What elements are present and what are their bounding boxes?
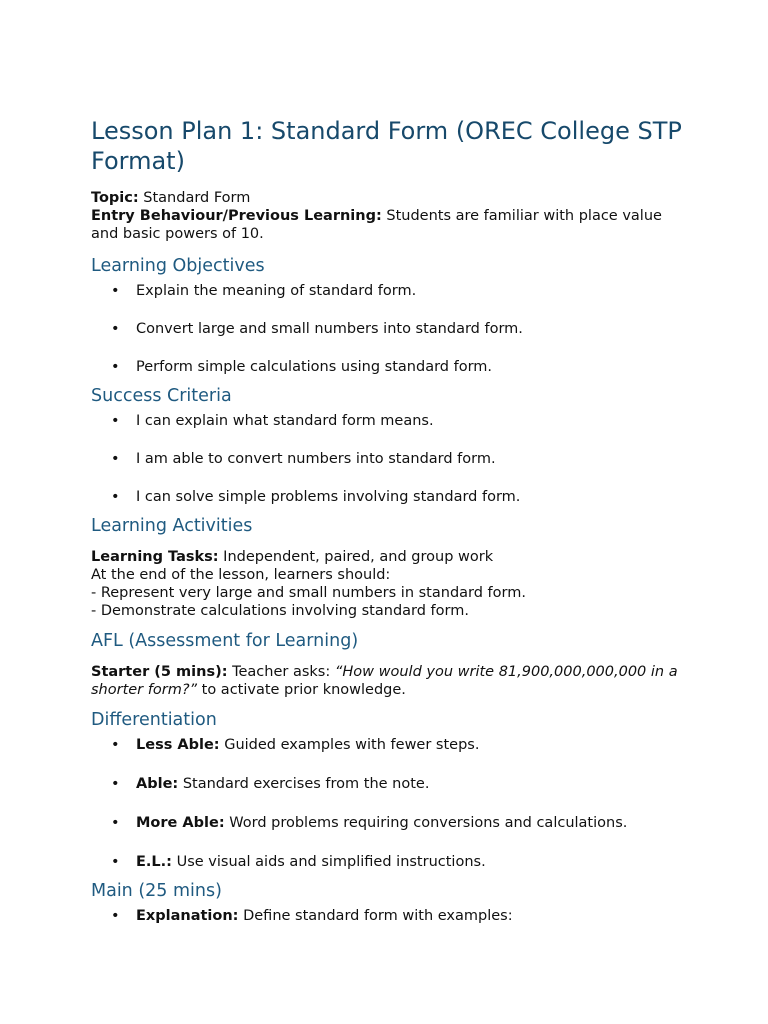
list-item: • I am able to convert numbers into standard form. — [91, 450, 691, 468]
topic-label: Topic: — [91, 190, 139, 206]
activities-line: - Represent very large and small numbers in standard form. — [91, 585, 526, 601]
topic-value: Standard Form — [138, 190, 251, 206]
page-title: Lesson Plan 1: Standard Form (OREC College STP Format) — [91, 117, 682, 175]
tasks-label: Learning Tasks: — [91, 549, 219, 565]
list-item: • Perform simple calculations using standard form. — [91, 358, 691, 376]
item-label: Less Able: — [136, 737, 220, 753]
criteria-heading: Success Criteria — [91, 386, 232, 406]
list-item: • Convert large and small numbers into standard form. — [91, 320, 691, 338]
item-label: Explanation: — [136, 908, 239, 924]
entry-value: Students are familiar with place value and basic powers of 10. — [91, 208, 662, 242]
starter-post: to activate prior knowledge. — [197, 682, 406, 698]
item-text: Guided examples with fewer steps. — [219, 737, 480, 753]
item-label: E.L.: — [136, 854, 172, 870]
item-text: Standard exercises from the note. — [178, 776, 430, 792]
learning-tasks-line — [91, 548, 691, 566]
differentiation-list — [91, 736, 691, 871]
main-heading: Main (25 mins) — [91, 881, 222, 901]
starter-quote: “How would you write 81,900,000,000,000 in a shorter form?” — [91, 664, 678, 698]
activities-line: - Demonstrate calculations involving standard form. — [91, 603, 469, 619]
list-item: • Explain the meaning of standard form. — [91, 282, 691, 300]
activities-line: At the end of the lesson, learners should: — [91, 567, 391, 583]
objectives-heading: Learning Objectives — [91, 256, 265, 276]
starter-label: Starter (5 mins): — [91, 664, 228, 680]
objectives-list — [91, 282, 691, 376]
afl-heading: AFL (Assessment for Learning) — [91, 631, 359, 651]
criteria-list — [91, 412, 691, 506]
item-text: Use visual aids and simplified instructions. — [171, 854, 486, 870]
list-item — [91, 907, 691, 925]
list-item: • I can solve simple problems involving standard form. — [91, 488, 691, 506]
item-label: Able: — [136, 776, 179, 792]
entry-behaviour-line — [91, 207, 691, 243]
main-list — [91, 907, 691, 925]
list-item: • I can explain what standard form means. — [91, 412, 691, 430]
activities-heading: Learning Activities — [91, 516, 253, 536]
item-label: More Able: — [136, 815, 225, 831]
item-text: Define standard form with examples: — [238, 908, 513, 924]
item-text: Word problems requiring conversions and calculations. — [224, 815, 628, 831]
starter-pre: Teacher asks: — [227, 664, 335, 680]
starter-paragraph — [91, 663, 691, 699]
list-item — [91, 853, 691, 871]
entry-label: Entry Behaviour/Previous Learning: — [91, 208, 382, 224]
tasks-value: Independent, paired, and group work — [218, 549, 494, 565]
differentiation-heading: Differentiation — [91, 710, 217, 730]
document-page — [91, 116, 691, 925]
topic-line — [91, 189, 691, 207]
list-item — [91, 775, 691, 793]
list-item — [91, 814, 691, 832]
list-item — [91, 736, 691, 754]
